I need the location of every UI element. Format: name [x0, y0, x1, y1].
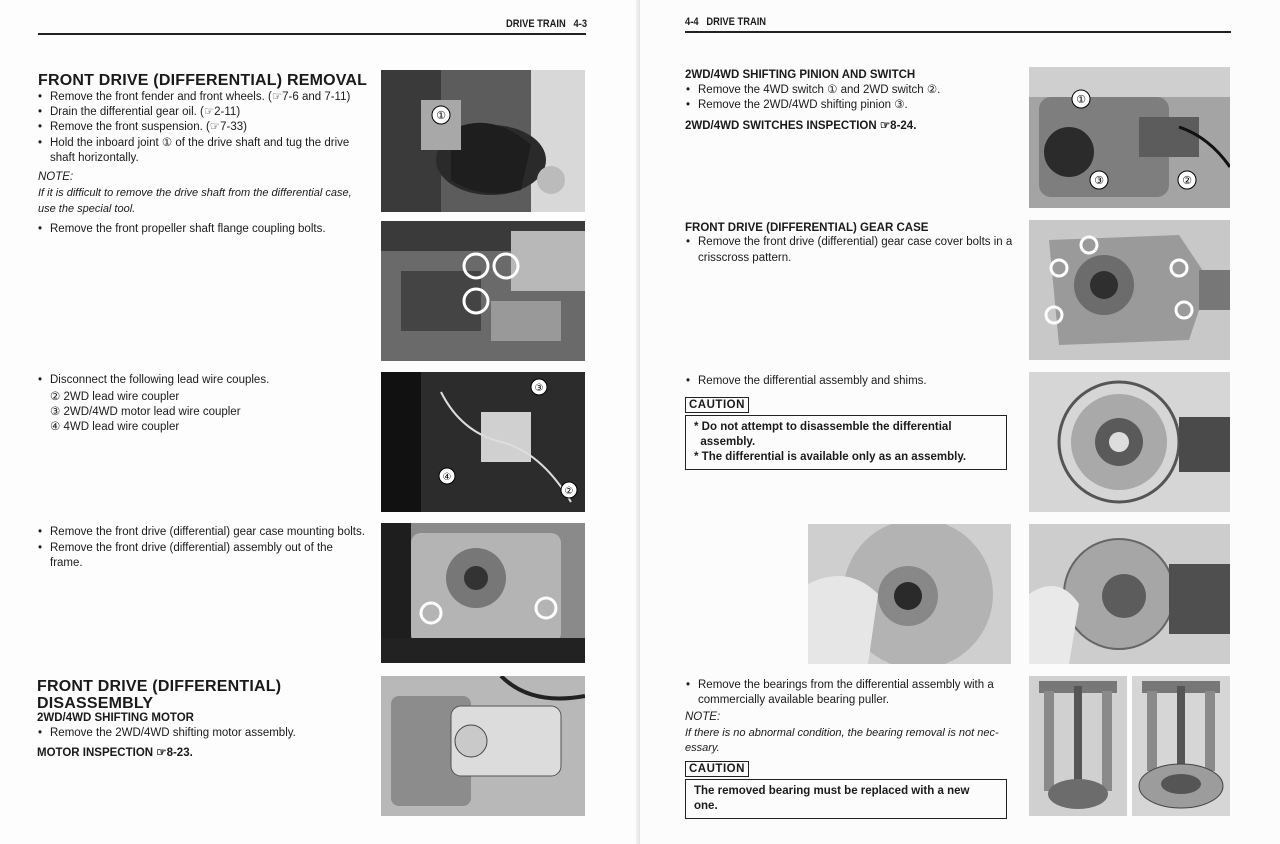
bullet-cover-bolts: • Remove the front drive (differential) gear case cover bolts in a [686, 235, 1012, 250]
bullet-mounting-bolts: • Remove the front drive (differential) gear case mounting bolts. [38, 525, 365, 540]
photo-drive-shaft-joint [381, 70, 585, 212]
photo-differential-case [1029, 524, 1230, 664]
coupler-item-motor: ③ 2WD/4WD motor lead wire coupler [50, 406, 241, 418]
bullet-hold-joint: • Hold the inboard joint ① of the drive shaft and tug the drive [38, 136, 380, 151]
caution-2-line-2: one. [694, 800, 718, 812]
bullet-remove-assembly-cont: frame. [50, 557, 83, 569]
bullet-disconnect-couplers: • Disconnect the following lead wire couples. [38, 373, 269, 388]
callout-3: ③ [1094, 174, 1104, 187]
header-section: DRIVE TRAIN [506, 18, 566, 30]
caution-1-line-1: * Do not attempt to disassemble the differential [694, 421, 952, 433]
caution-1-line-2: assembly. [694, 436, 756, 448]
header-section: DRIVE TRAIN [706, 16, 767, 28]
bullet-remove-shims: • Remove the differential assembly and shims. [686, 374, 927, 389]
header-page-number: 4-3 [573, 18, 588, 30]
callout-2: ② [1182, 174, 1192, 187]
photo-bearing-puller-2 [1132, 676, 1230, 816]
right-page-header [685, 16, 766, 28]
caution-label-2: CAUTION [685, 761, 749, 777]
right-page [640, 0, 1280, 844]
bullet-remove-pinion: • Remove the 2WD/4WD shifting pinion ③. [686, 98, 908, 113]
note-label: NOTE: [38, 171, 74, 183]
switches-inspection-ref: 2WD/4WD SWITCHES INSPECTION ☞8-24. [685, 120, 917, 132]
header-rule [685, 31, 1231, 33]
bearing-note-line-1: If there is no abnormal condition, the bearing removal is not nec- [685, 727, 999, 739]
coupler-item-2wd: ② 2WD lead wire coupler [50, 391, 180, 403]
callout-1: ① [1076, 93, 1086, 106]
header-rule [38, 33, 586, 35]
bullet-remove-motor: • Remove the 2WD/4WD shifting motor assembly. [38, 726, 296, 741]
note-line-1: If it is difficult to remove the drive shaft from the differential case, [38, 187, 352, 199]
bullet-remove-bearings-cont: commercially available bearing puller. [698, 694, 890, 706]
callout-1: ① [436, 109, 446, 122]
bullet-remove-switches: • Remove the 4WD switch ① and 2WD switch ②. [686, 83, 940, 98]
callout-3: ③ [534, 383, 544, 394]
bearing-note-line-2: essary. [685, 742, 720, 754]
gear-case-title: FRONT DRIVE (DIFFERENTIAL) GEAR CASE [685, 222, 929, 234]
photo-shifting-motor [381, 676, 585, 816]
caution-2-line-1: The removed bearing must be replaced with a new [694, 785, 970, 797]
photo-lead-wire-couplers [381, 372, 585, 512]
bearing-note-label: NOTE: [685, 711, 721, 723]
photo-shims-removal [808, 524, 1011, 664]
photo-gear-case-mounting [381, 523, 585, 663]
caution-box-2 [685, 779, 1007, 819]
photo-bearing-puller-1 [1029, 676, 1127, 816]
photo-gear-case-cover [1029, 220, 1230, 360]
photo-switches-pinion [1029, 67, 1230, 208]
note-line-2: use the special tool. [38, 203, 136, 215]
header-page-number: 4-4 [685, 16, 699, 28]
motor-inspection-ref: MOTOR INSPECTION ☞8-23. [37, 747, 193, 759]
disassembly-title-line-1: FRONT DRIVE (DIFFERENTIAL) [37, 678, 282, 695]
bullet-remove-suspension: • Remove the front suspension. (☞7-33) [38, 120, 247, 135]
shifting-motor-heading: 2WD/4WD SHIFTING MOTOR [37, 712, 194, 724]
caution-label-1: CAUTION [685, 397, 749, 413]
bullet-propeller-bolts: • Remove the front propeller shaft flange coupling bolts. [38, 222, 326, 237]
bullet-remove-bearings: • Remove the bearings from the differential assembly with a [686, 678, 994, 693]
coupler-item-4wd: ④ 4WD lead wire coupler [50, 421, 180, 433]
caution-box-1 [685, 415, 1007, 470]
photo-differential-assembly [1029, 372, 1230, 512]
bullet-cover-bolts-cont: crisscross pattern. [698, 252, 792, 264]
bullet-remove-assembly: • Remove the front drive (differential) assembly out of the [38, 541, 380, 556]
bullet-hold-joint-cont: shaft horizontally. [50, 152, 139, 164]
callout-4: ④ [442, 472, 452, 483]
callout-2: ② [564, 486, 574, 497]
bullet-remove-fender: • Remove the front fender and front wheels. (☞7-6 and 7-11) [38, 90, 350, 105]
caution-1-line-3: * The differential is available only as an assembly. [694, 451, 967, 463]
photo-propeller-coupling [381, 221, 585, 361]
disassembly-title-line-2: DISASSEMBLY [37, 695, 154, 712]
bullet-drain-oil: • Drain the differential gear oil. (☞2-11) [38, 105, 240, 120]
left-page-header [506, 18, 587, 30]
removal-title: FRONT DRIVE (DIFFERENTIAL) REMOVAL [38, 72, 368, 89]
shifting-pinion-title: 2WD/4WD SHIFTING PINION AND SWITCH [685, 69, 916, 81]
